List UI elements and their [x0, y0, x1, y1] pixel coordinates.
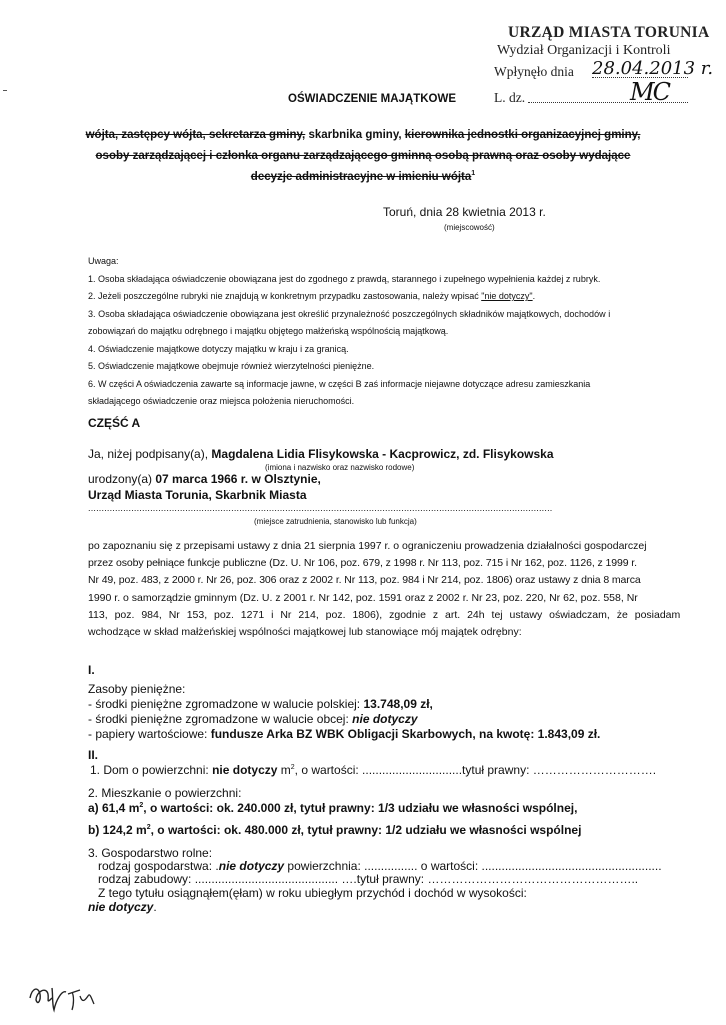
flat-b: [88, 823, 581, 837]
house-unit-sup: 2: [290, 764, 295, 771]
house-value: nie dotyczy: [212, 763, 278, 777]
securities-line: [88, 727, 600, 741]
section-1-number: I.: [88, 663, 95, 677]
notes-block: [88, 253, 688, 411]
securities-label: - papiery wartościowe:: [88, 727, 208, 741]
flat-b-details: , o wartości: ok. 480.000 zł, tytuł prawny: 1/2 udziału we własności wspólnej: [150, 823, 582, 837]
house-unit: m: [280, 763, 291, 777]
house-rest: , o wartości: ..............................tytuł prawny: ………………………….: [294, 763, 657, 777]
house-line: [90, 763, 656, 777]
farm-type-value: nie dotyczy: [218, 859, 285, 873]
header-line-1: [0, 129, 726, 141]
farm-type-label: rodzaj gospodarstwa: .: [98, 859, 219, 873]
document-title: OŚWIADCZENIE MAJĄTKOWE: [288, 93, 457, 105]
flat-a-area: a) 61,4 m: [88, 801, 140, 815]
note-1: 1. Osoba składająca oświadczenie obowiązana jest do zgodnego z prawdą, starannego i zupełnego wypełnienia każdej z rubryk.: [88, 273, 601, 284]
born-date: 07 marca 1966 r.: [155, 472, 249, 486]
header-line-2: osoby zarządzającej i członka organu zarządzającego gminną osobą prawną oraz osoby wydające: [95, 150, 631, 162]
farm-type-line: [98, 859, 662, 873]
note-3b: zobowiązań do majątku odrębnego i majątku objętego małżeńską wspólnością majątkową.: [88, 326, 449, 336]
legal-line-5: 113, poz. 984, Nr 153, poz. 1271 i Nr 214, poz. 1806), zgodnie z art. 24h tej ustawy oświadczam, że posiadam: [88, 608, 681, 621]
flat-a-sup: 2: [139, 802, 144, 809]
cash-fx-line: [88, 712, 418, 726]
note-2: [88, 288, 688, 306]
struck-roles-1: wójta, zastępcy wójta, sekretarza gminy,: [85, 129, 306, 141]
note-2-post: .: [532, 291, 536, 301]
legal-line-2: przez osoby pełniące funkcje publiczne (Dz. U. Nr 106, poz. 679, z 1998 r. Nr 113, poz. 715 i Nr 162, poz. 1126, z 1999 r.: [88, 557, 637, 570]
margin-tick: [3, 90, 7, 91]
declarant-line: [88, 447, 554, 461]
flat-title: 2. Mieszkanie o powierzchni:: [88, 786, 242, 800]
farm-type-rest: powierzchnia: ................ o wartości: ......................................................: [284, 859, 662, 873]
note-5: 5. Oświadczenie majątkowe obejmuje również wierzytelności pieniężne.: [88, 361, 375, 371]
born-label: urodzony(a): [88, 472, 153, 486]
farm-build-line: rodzaj zabudowy: ........................................... ….tytuł prawny: ……………………………………………..: [98, 872, 639, 886]
place-label: (miejscowość): [444, 223, 495, 232]
note-2-quote: "nie dotyczy": [481, 291, 533, 301]
stamp-ld-label: L. dz.: [494, 90, 526, 105]
signature-initials: [22, 970, 112, 1020]
struck-roles-3: decyzje administracyjne w imieniu wójta: [250, 170, 472, 183]
house-label: 1. Dom o powierzchni:: [90, 763, 209, 777]
stamp-department: Wydział Organizacji i Kontroli: [497, 43, 671, 58]
part-a-heading: CZĘŚĆ A: [88, 416, 141, 430]
stamp-ld-value: MC: [630, 78, 669, 106]
legal-basis: [88, 538, 693, 641]
section-1-title: Zasoby pieniężne:: [88, 682, 186, 696]
declarant-name: Magdalena Lidia Flisykowska - Kacprowicz, zd. Flisykowska: [211, 447, 554, 461]
place-date: Toruń, dnia 28 kwietnia 2013 r.: [383, 205, 546, 219]
cash-pln-value: 13.748,09 zł,: [363, 697, 433, 711]
flat-b-area: b) 124,2 m: [88, 823, 147, 837]
note-6b: składającego oświadczenie oraz miejsca położenia nieruchomości.: [88, 396, 355, 406]
legal-line-6: wchodzące w skład małżeńskiej wspólności majątkowej lub stanowiące mój majątek odrębny:: [88, 626, 522, 639]
notes-title: Uwaga:: [88, 256, 119, 266]
cash-fx-label: - środki pieniężne zgromadzone w walucie obcej:: [88, 712, 349, 726]
flat-a: [88, 801, 577, 815]
legal-line-1: po zapoznaniu się z przepisami ustawy z dnia 21 sierpnia 1997 r. o ograniczeniu prowadzenia działalności gospodarczej: [88, 540, 647, 552]
header-line-3: [0, 170, 726, 183]
note-6a: 6. W części A oświadczenia zawarte są informacje jawne, w części B zaś informacje niejawne dotyczące adresu zamieszkania: [88, 378, 591, 389]
struck-roles-2: kierownika jednostki organizacyjnej gminy,: [404, 129, 641, 141]
securities-value: fundusze Arka BZ WBK Obligacji Skarbowych, na kwotę: 1.843,09 zł.: [210, 727, 601, 741]
flat-a-details: , o wartości: ok. 240.000 zł, tytuł prawny: 1/3 udziału we własności wspólnej,: [143, 801, 578, 815]
stamp-received-label: Wpłynęło dnia: [494, 64, 574, 79]
employer-label: (miejsce zatrudnienia, stanowisko lub funkcja): [254, 517, 417, 526]
flat-b-sup: 2: [146, 824, 151, 831]
stamp-office: URZĄD MIASTA TORUNIA: [508, 24, 710, 41]
note-4: 4. Oświadczenie majątkowe dotyczy majątku w kraju i za granicą.: [88, 343, 349, 354]
stamp-received-date: 28.04.2013 r.: [592, 58, 714, 79]
birth-line: [88, 472, 321, 486]
note-3a: 3. Osoba składająca oświadczenie obowiązana jest określić przynależność poszczególnych składników majątkowych, dochodów i: [88, 308, 611, 319]
name-label: (imiona i nazwisko oraz nazwisko rodowe): [265, 463, 415, 472]
cash-fx-value: nie dotyczy: [352, 712, 418, 726]
born-place: w Olsztynie,: [251, 472, 321, 486]
farm-income-value: nie dotyczy: [88, 900, 154, 914]
kept-role: skarbnika gminy,: [308, 129, 402, 141]
legal-line-4: 1990 r. o samorządzie gminnym (Dz. U. z 2001 r. Nr 142, poz. 1591 oraz z 2002 r. Nr 23, poz. 220, Nr 62, poz. 558, Nr: [88, 591, 638, 604]
farm-income-end: .: [153, 900, 157, 914]
section-2-number: II.: [88, 748, 99, 762]
legal-line-3: Nr 49, poz. 483, z 2000 r. Nr 26, poz. 306 oraz z 2002 r. Nr 113, poz. 984 i Nr 214, poz. 1806) oraz ustawy z dnia 8 marca: [88, 574, 641, 587]
employer-dots: ............................................................................................................................................................................: [88, 503, 553, 513]
cash-pln-label: - środki pieniężne zgromadzone w walucie polskiej:: [88, 697, 361, 711]
farm-title: 3. Gospodarstwo rolne:: [88, 846, 213, 860]
footnote-mark: 1: [471, 170, 476, 177]
cash-pln-line: [88, 697, 433, 711]
farm-income-value-line: [88, 900, 157, 914]
employer: Urząd Miasta Torunia, Skarbnik Miasta: [88, 488, 307, 502]
note-2-pre: 2. Jeżeli poszczególne rubryki nie znajdują w konkretnym przypadku zastosowania, należy wpisać: [88, 291, 482, 301]
declarant-intro: Ja, niżej podpisany(a),: [88, 447, 209, 461]
farm-income-line: Z tego tytułu osiągnąłem(ęłam) w roku ubiegłym przychód i dochód w wysokości:: [98, 886, 527, 900]
